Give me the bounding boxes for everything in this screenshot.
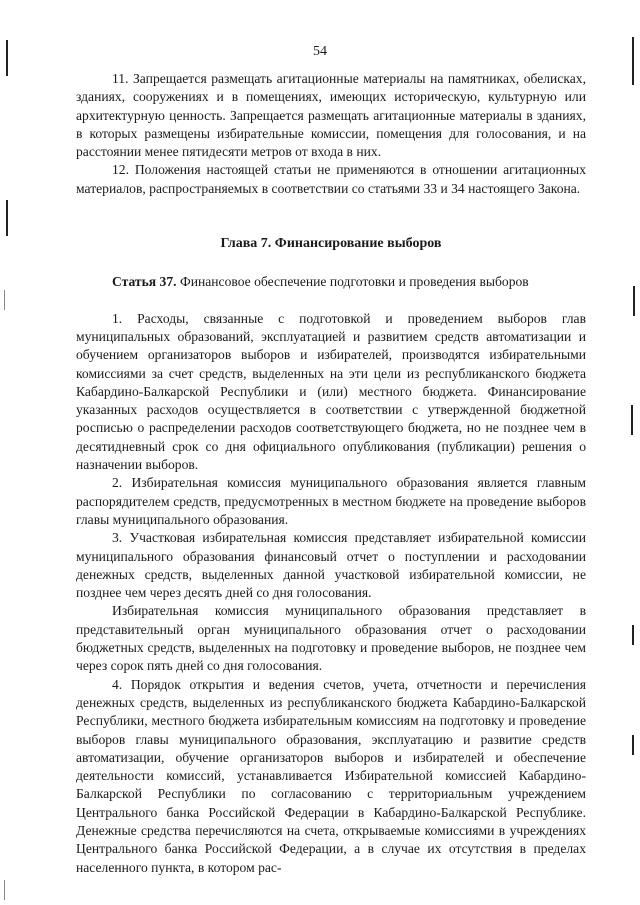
scan-margin-mark [633, 286, 635, 316]
scan-margin-mark [631, 405, 633, 435]
page-number: 54 [313, 44, 327, 59]
article-number: Статья 37. [112, 274, 177, 290]
document-body [76, 70, 586, 877]
scan-margin-mark [6, 200, 8, 236]
chapter-title: Глава 7. Финансирование выборов [220, 236, 442, 252]
paragraph-12: 12. Положения настоящей статьи не применяются в отношении агитационных материалов, распространяемых в соответствии со статьями 33 и 34 настоящего Закона. [76, 162, 586, 196]
article-paragraph-1: 1. Расходы, связанные с подготовкой и проведением выборов глав муниципальных образований, эксплуатацией и развитием средств автоматизации и обучением организаторов выборов и избирателей, производятся избирательными комиссиями за счет средств, выделенных на эти цели из республиканского бюджета Кабардино-Балкарской Республики и (или) местного бюджета. Финансирование указанных расходов осуществляется в соответствии с утвержденной бюджетной росписью о распределении расходов соответствующего бюджета, но не позднее чем в десятидневный срок со дня официального опубликования (публикации) решения о назначении выборов. [76, 310, 586, 473]
article-paragraph-3-continued: Избирательная комиссия муниципального образования представляет в представительный орган муниципального образования отчет о расходовании бюджетных средств, выделенных на подготовку и проведение выборов, не позднее чем через сорок пять дней со дня голосования. [76, 603, 586, 674]
scan-margin-mark [4, 290, 5, 310]
scan-margin-mark [4, 880, 5, 900]
article-paragraph-4: 4. Порядок открытия и ведения счетов, учета, отчетности и перечисления денежных средств, выделенных из республиканского бюджета Кабардино-Балкарской Республики, местного бюджета избирательным комиссиям на подготовку и проведение выборов главы муниципального образования, эксплуатацию и развитие средств автоматизации, обучение организаторов выборов и избирателей и обеспечение деятельности комиссий, устанавливается Избирательной комиссией Кабардино-Балкарской Республики по согласованию с территориальным учреждением Центрального банка Российской Федерации в Кабардино-Балкарской Республике. Денежные средства перечисляются на счета, открываемые комиссиями в учреждениях Центрального банка Российской Федерации, а в случае их отсутствия в пределах населенного пункта, в котором рас- [76, 676, 586, 875]
scan-margin-mark [632, 625, 634, 645]
scan-margin-mark [632, 735, 634, 755]
article-paragraph-3: 3. Участковая избирательная комиссия представляет избирательной комиссии муниципального образования финансовый отчет о поступлении и расходовании денежных средств, выделенных данной участковой избирательной комиссии, не позднее чем через десять дней со дня голосования. [76, 530, 586, 601]
article-title: Финансовое обеспечение подготовки и проведения выборов [179, 274, 529, 290]
article-paragraph-2: 2. Избирательная комиссия муниципального образования является главным распорядителем средств, предусмотренных в местном бюджете на проведение выборов главы муниципального образования. [76, 475, 586, 527]
article-heading [76, 273, 586, 291]
paragraph-11: 11. Запрещается размещать агитационные материалы на памятниках, обелисках, зданиях, сооружениях и в помещениях, имеющих историческую, культурную или архитектурную ценность. Запрещается размещать агитационные материалы в зданиях, в которых размещены избирательные комиссии, помещения для голосования, и на расстоянии менее пятидесяти метров от входа в них. [76, 71, 586, 160]
